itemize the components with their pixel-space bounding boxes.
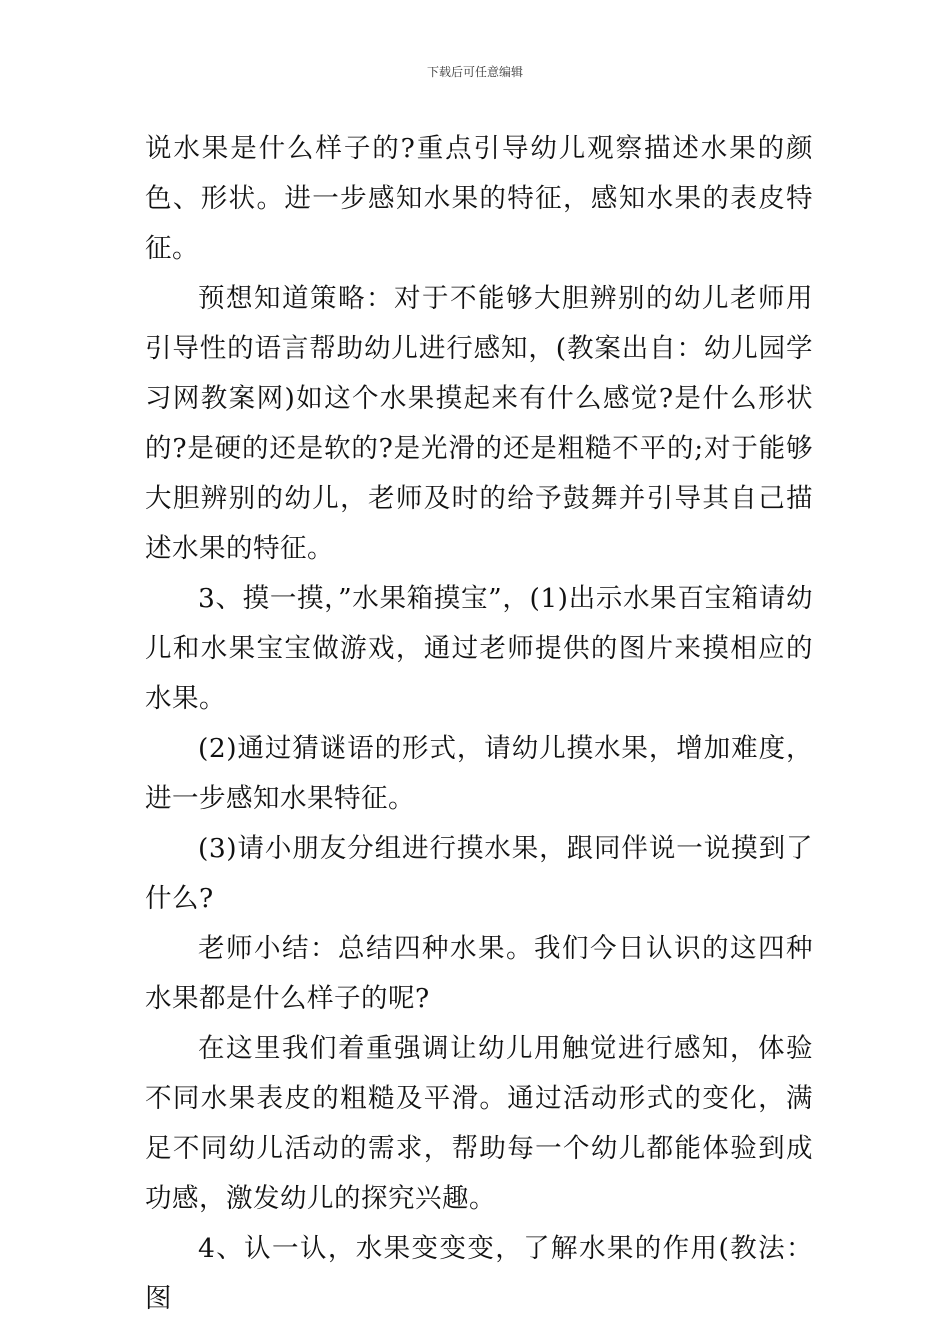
paragraph: 说水果是什么样子的?重点引导幼儿观察描述水果的颜色、形状。进一步感知水果的特征，感知水果的表皮特征。 (145, 133, 813, 264)
page-header: 下载后可任意编辑 (426, 65, 523, 79)
paragraph: (3)请小朋友分组进行摸水果，跟同伴说一说摸到了什么? (145, 833, 813, 914)
paragraph: (2)通过猜谜语的形式，请幼儿摸水果，增加难度，进一步感知水果特征。 (145, 733, 813, 814)
paragraph: 4、认一认，水果变变变，了解水果的作用(教法：图 (145, 1233, 813, 1314)
document-body (145, 124, 813, 1324)
paragraph: 在这里我们着重强调让幼儿用触觉进行感知，体验不同水果表皮的粗糙及平滑。通过活动形式的变化，满足不同幼儿活动的需求，帮助每一个幼儿都能体验到成功感，激发幼儿的探究兴趣。 (145, 1033, 813, 1214)
paragraph: 3、摸一摸，”水果箱摸宝”，(1)出示水果百宝箱请幼儿和水果宝宝做游戏，通过老师提供的图片来摸相应的水果。 (145, 583, 813, 714)
paragraph: 预想知道策略：对于不能够大胆辨别的幼儿老师用引导性的语言帮助幼儿进行感知，(教案出自：幼儿园学习网教案网)如这个水果摸起来有什么感觉?是什么形状的?是硬的还是软的?是光滑的还是粗糙不平的;对于能够大胆辨别的幼儿，老师及时的给予鼓舞并引导其自己描述水果的特征。 (145, 283, 813, 564)
paragraph: 老师小结：总结四种水果。我们今日认识的这四种水果都是什么样子的呢? (145, 933, 813, 1014)
